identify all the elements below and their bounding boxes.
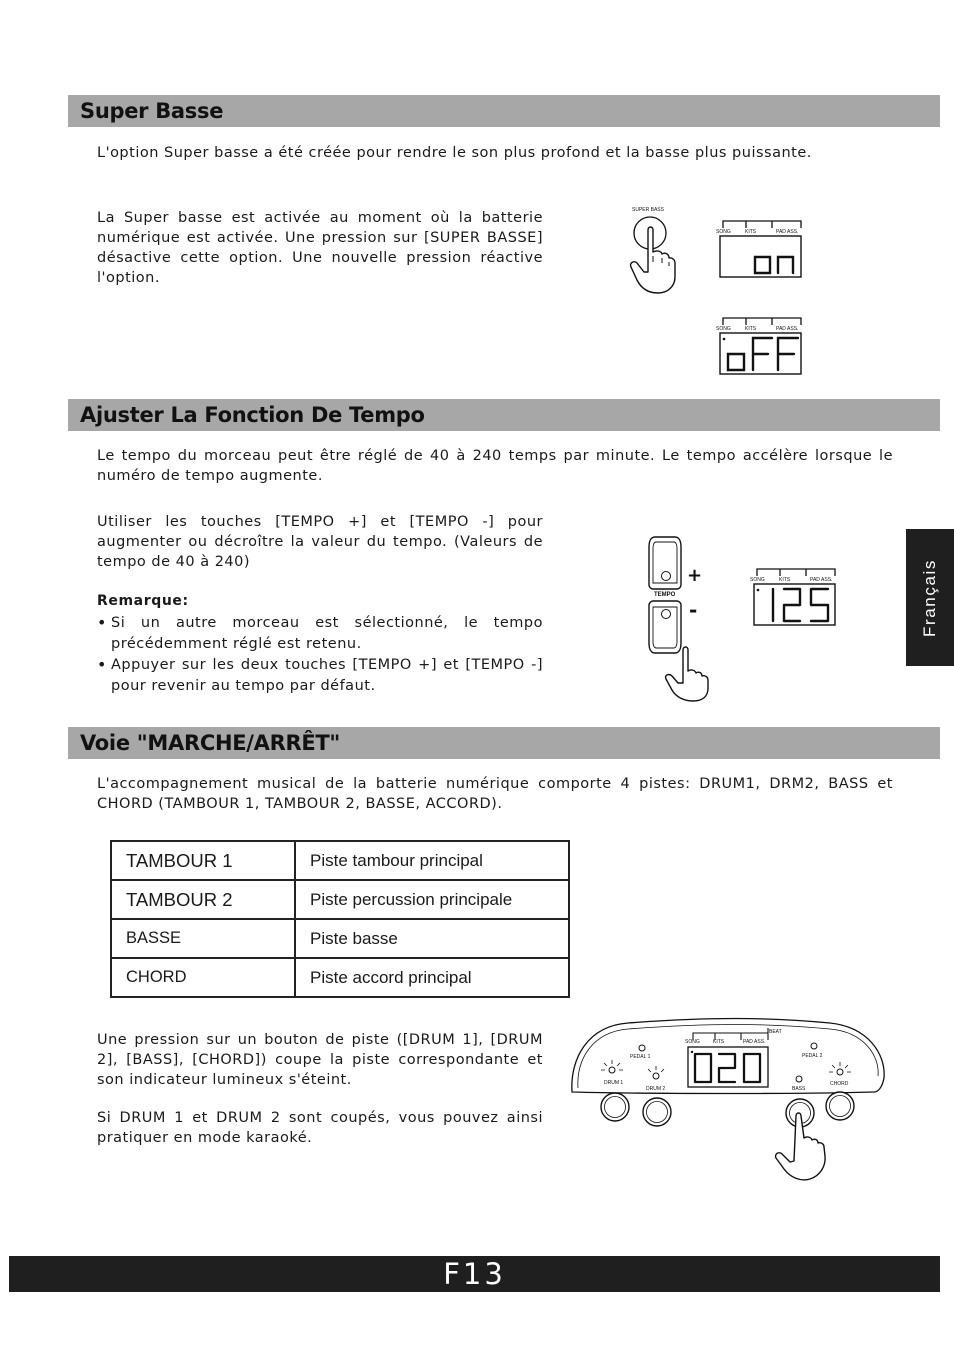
tempo-body: Utiliser les touches [TEMPO +] et [TEMPO -] pour augmenter ou décroître la valeur du tempo. (Valeurs de tempo de 40 à 240) bbox=[97, 514, 543, 570]
page-number: F13 bbox=[443, 1257, 506, 1291]
super-bass-label: SUPER BASS bbox=[632, 207, 664, 213]
tempo-minus-sign: - bbox=[689, 598, 698, 622]
list-item: • Si un autre morceau est sélectionné, le tempo précédemment réglé est retenu. bbox=[97, 613, 543, 654]
section-header-voie bbox=[68, 727, 940, 759]
pad-ass-label: PAD ASS. bbox=[776, 229, 799, 235]
track-description: Piste accord principal bbox=[295, 958, 569, 997]
drum-2-button[interactable] bbox=[643, 1098, 671, 1126]
super-bass-button-figure bbox=[620, 200, 690, 300]
page-footer bbox=[9, 1256, 940, 1292]
pad-ass-label: PAD ASS. bbox=[743, 1039, 766, 1045]
kits-label: KITS bbox=[713, 1039, 725, 1045]
track-description: Piste basse bbox=[295, 919, 569, 958]
pointing-hand-icon bbox=[776, 1113, 826, 1180]
tempo-label: TEMPO bbox=[654, 592, 676, 598]
drum-1-button[interactable] bbox=[601, 1093, 629, 1121]
display-on-figure bbox=[714, 218, 804, 280]
song-label: SONG bbox=[750, 577, 765, 583]
track-name: TAMBOUR 1 bbox=[111, 841, 295, 880]
track-description: Piste percussion principale bbox=[295, 880, 569, 919]
tempo-intro: Le tempo du morceau peut être réglé de 40 à 240 temps par minute. Le tempo accélère lorsque le numéro de tempo augmente. bbox=[97, 448, 893, 484]
tempo-minus-button[interactable] bbox=[649, 601, 681, 653]
tempo-plus-button[interactable] bbox=[649, 537, 681, 589]
section-header-tempo bbox=[68, 399, 940, 431]
language-tab-label: Français bbox=[920, 558, 939, 637]
table-row bbox=[111, 958, 569, 997]
kits-label: KITS bbox=[745, 326, 757, 332]
beat-label: BEAT bbox=[769, 1029, 782, 1035]
pedal-2-label: PEDAL 2 bbox=[802, 1053, 823, 1059]
note-title: Remarque: bbox=[97, 593, 189, 609]
track-name: CHORD bbox=[111, 958, 295, 997]
voie-intro: L'accompagnement musical de la batterie numérique comporte 4 pistes: DRUM1, DRM2, BASS et CHORD (TAMBOUR 1, TAMBOUR 2, BASSE, ACCORD). bbox=[97, 776, 893, 812]
section-header-super-basse bbox=[68, 95, 940, 127]
tempo-notes-list bbox=[97, 613, 543, 697]
section-title: Super Basse bbox=[80, 99, 224, 123]
super-basse-body: La Super basse est activée au moment où la batterie numérique est activée. Une pression sur [SUPER BASSE] désactive cette option. Une nouvelle pression réactive l'option. bbox=[97, 210, 543, 286]
table-row bbox=[111, 919, 569, 958]
section-title: Voie "MARCHE/ARRÊT" bbox=[80, 731, 341, 755]
tempo-plus-sign: + bbox=[687, 565, 703, 586]
track-description: Piste tambour principal bbox=[295, 841, 569, 880]
tempo-buttons-figure bbox=[645, 533, 725, 703]
pad-ass-label: PAD ASS. bbox=[810, 577, 833, 583]
chord-label: CHORD bbox=[830, 1081, 849, 1087]
super-basse-intro: L'option Super basse a été créée pour rendre le son plus profond et la basse plus puissante. bbox=[97, 145, 812, 161]
table-row bbox=[111, 880, 569, 919]
song-label: SONG bbox=[716, 326, 731, 332]
display-off-figure bbox=[714, 315, 804, 377]
track-name: TAMBOUR 2 bbox=[111, 880, 295, 919]
control-panel-figure bbox=[568, 1018, 888, 1188]
pad-ass-label: PAD ASS. bbox=[776, 326, 799, 332]
song-label: SONG bbox=[685, 1039, 700, 1045]
chord-button[interactable] bbox=[826, 1092, 854, 1120]
pointing-hand-icon bbox=[666, 647, 708, 701]
kits-label: KITS bbox=[779, 577, 791, 583]
list-item: • Appuyer sur les deux touches [TEMPO +] et [TEMPO -] pour revenir au tempo par défaut. bbox=[97, 655, 543, 696]
voie-body-1: Une pression sur un bouton de piste ([DRUM 1], [DRUM 2], [BASS], [CHORD]) coupe la piste correspondante et son indicateur lumineux s'éteint. bbox=[97, 1032, 543, 1088]
display-tempo-figure bbox=[748, 566, 838, 628]
track-name: BASSE bbox=[111, 919, 295, 958]
pedal-1-label: PEDAL 1 bbox=[630, 1054, 651, 1060]
bass-label: BASS bbox=[792, 1086, 806, 1092]
voie-body-2: Si DRUM 1 et DRUM 2 sont coupés, vous pouvez ainsi pratiquer en mode karaoké. bbox=[97, 1110, 543, 1146]
tracks-table bbox=[110, 840, 570, 998]
song-label: SONG bbox=[716, 229, 731, 235]
language-tab bbox=[906, 529, 954, 666]
drum-2-label: DRUM 2 bbox=[646, 1086, 666, 1092]
table-row bbox=[111, 841, 569, 880]
section-title: Ajuster La Fonction De Tempo bbox=[80, 403, 425, 427]
drum-1-label: DRUM 1 bbox=[604, 1080, 624, 1086]
kits-label: KITS bbox=[745, 229, 757, 235]
